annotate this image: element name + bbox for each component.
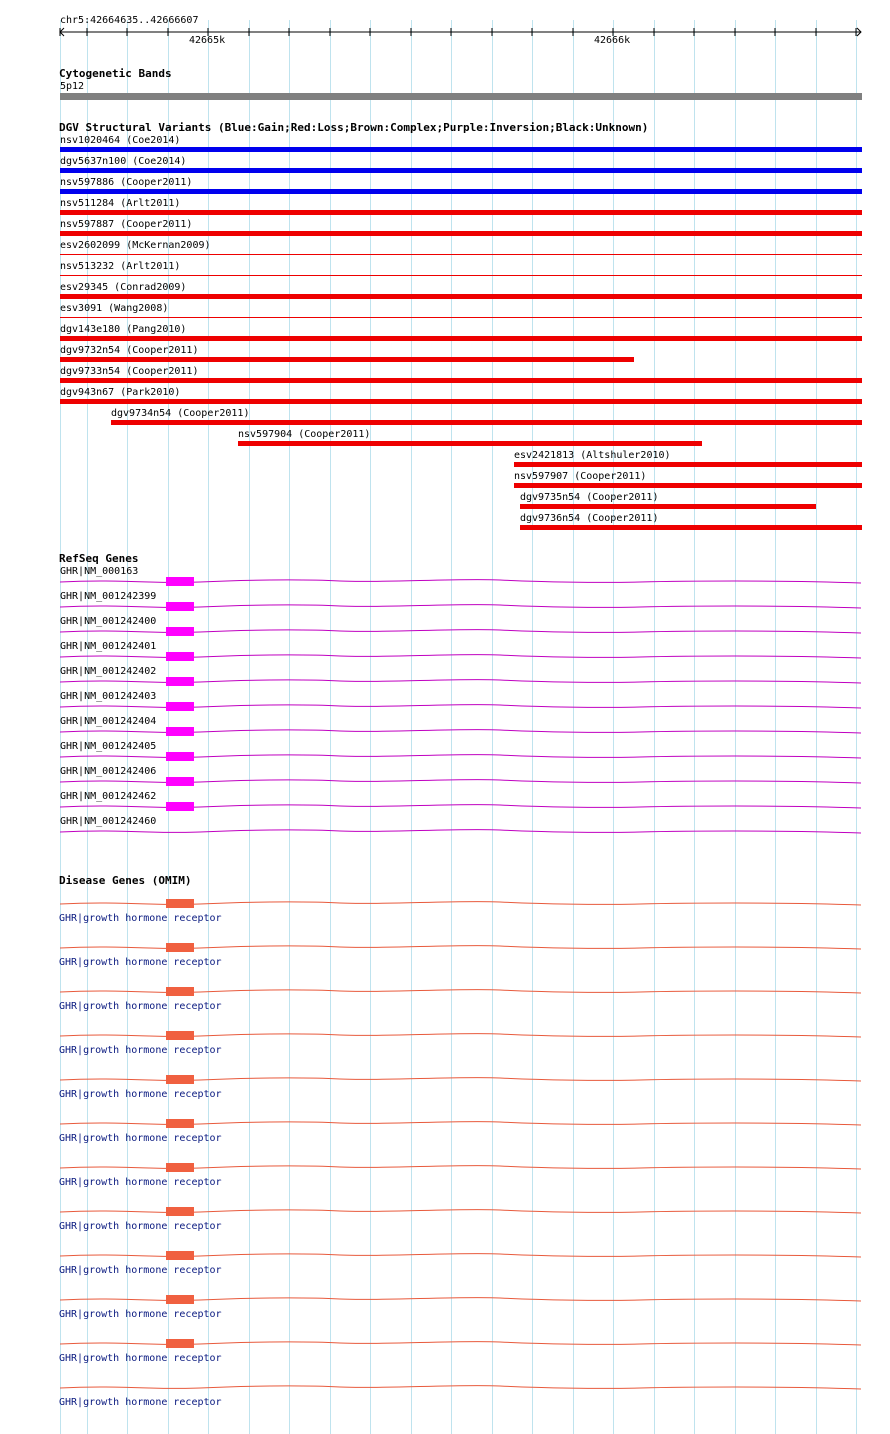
refseq-gene-label: GHR|NM_001242460 bbox=[60, 816, 157, 827]
omim-title: Disease Genes (OMIM) bbox=[59, 874, 192, 887]
omim-gene-label[interactable]: GHR|growth hormone receptor bbox=[59, 1045, 222, 1056]
omim-gene-label[interactable]: GHR|growth hormone receptor bbox=[59, 1397, 222, 1408]
cytoband-label: 5p12 bbox=[60, 81, 85, 92]
omim-exon[interactable] bbox=[166, 1163, 194, 1172]
variant-label: dgv143e180 (Pang2010) bbox=[60, 324, 187, 335]
variant-label: dgv943n67 (Park2010) bbox=[60, 387, 181, 398]
omim-gene-label[interactable]: GHR|growth hormone receptor bbox=[59, 1133, 222, 1144]
variant-label: dgv9733n54 (Cooper2011) bbox=[60, 366, 199, 377]
cytoband-title: Cytogenetic Bands bbox=[59, 67, 172, 80]
ruler-tick-label: 42665k bbox=[189, 35, 226, 46]
omim-exon[interactable] bbox=[166, 1339, 194, 1348]
variant-label: esv2421813 (Altshuler2010) bbox=[514, 450, 671, 461]
omim-exon[interactable] bbox=[166, 899, 194, 908]
variant-label: dgv9732n54 (Cooper2011) bbox=[60, 345, 199, 356]
variant-label: nsv1020464 (Coe2014) bbox=[60, 135, 181, 146]
variant-label: nsv597886 (Cooper2011) bbox=[60, 177, 193, 188]
omim-gene-label[interactable]: GHR|growth hormone receptor bbox=[59, 1353, 222, 1364]
refseq-gene-label: GHR|NM_001242403 bbox=[60, 691, 157, 702]
refseq-gene-label: GHR|NM_001242404 bbox=[60, 716, 157, 727]
omim-gene-label[interactable]: GHR|growth hormone receptor bbox=[59, 1177, 222, 1188]
ruler-tick-label: 42666k bbox=[594, 35, 631, 46]
ruler-location: chr5:42664635..42666607 bbox=[60, 15, 199, 26]
refseq-gene-label: GHR|NM_001242402 bbox=[60, 666, 157, 677]
variant-label: dgv9734n54 (Cooper2011) bbox=[111, 408, 250, 419]
omim-exon[interactable] bbox=[166, 1075, 194, 1084]
variant-label: nsv597904 (Cooper2011) bbox=[238, 429, 371, 440]
omim-exon[interactable] bbox=[166, 1031, 194, 1040]
omim-gene-label[interactable]: GHR|growth hormone receptor bbox=[59, 1309, 222, 1320]
variant-label: dgv9736n54 (Cooper2011) bbox=[520, 513, 659, 524]
variant-label: dgv5637n100 (Coe2014) bbox=[60, 156, 187, 167]
omim-exon[interactable] bbox=[166, 943, 194, 952]
omim-gene-line bbox=[60, 1386, 861, 1389]
variant-label: nsv513232 (Arlt2011) bbox=[60, 261, 181, 272]
refseq-title: RefSeq Genes bbox=[59, 552, 139, 565]
omim-exon[interactable] bbox=[166, 987, 194, 996]
variant-label: esv29345 (Conrad2009) bbox=[60, 282, 187, 293]
omim-exon[interactable] bbox=[166, 1119, 194, 1128]
omim-exon[interactable] bbox=[166, 1295, 194, 1304]
refseq-gene-label: GHR|NM_001242405 bbox=[60, 741, 157, 752]
refseq-gene-label: GHR|NM_000163 bbox=[60, 566, 139, 577]
omim-exon[interactable] bbox=[166, 1251, 194, 1260]
dgv-title: DGV Structural Variants (Blue:Gain;Red:Loss;Brown:Complex;Purple:Inversion;Black:Unknown) bbox=[59, 121, 649, 134]
omim-gene-label[interactable]: GHR|growth hormone receptor bbox=[59, 1001, 222, 1012]
refseq-gene-label: GHR|NM_001242462 bbox=[60, 791, 157, 802]
variant-label: nsv511284 (Arlt2011) bbox=[60, 198, 181, 209]
omim-gene-label[interactable]: GHR|growth hormone receptor bbox=[59, 1221, 222, 1232]
refseq-gene-label: GHR|NM_001242401 bbox=[60, 641, 157, 652]
variant-label: dgv9735n54 (Cooper2011) bbox=[520, 492, 659, 503]
omim-gene-label[interactable]: GHR|growth hormone receptor bbox=[59, 957, 222, 968]
refseq-gene-label: GHR|NM_001242400 bbox=[60, 616, 157, 627]
refseq-gene-label: GHR|NM_001242406 bbox=[60, 766, 157, 777]
variant-label: nsv597907 (Cooper2011) bbox=[514, 471, 647, 482]
variant-label: esv2602099 (McKernan2009) bbox=[60, 240, 211, 251]
omim-exon[interactable] bbox=[166, 1207, 194, 1216]
refseq-gene-label: GHR|NM_001242399 bbox=[60, 591, 157, 602]
variant-label: esv3091 (Wang2008) bbox=[60, 303, 169, 314]
omim-gene-label[interactable]: GHR|growth hormone receptor bbox=[59, 1265, 222, 1276]
omim-gene-label[interactable]: GHR|growth hormone receptor bbox=[59, 913, 222, 924]
variant-label: nsv597887 (Cooper2011) bbox=[60, 219, 193, 230]
omim-gene-label[interactable]: GHR|growth hormone receptor bbox=[59, 1089, 222, 1100]
